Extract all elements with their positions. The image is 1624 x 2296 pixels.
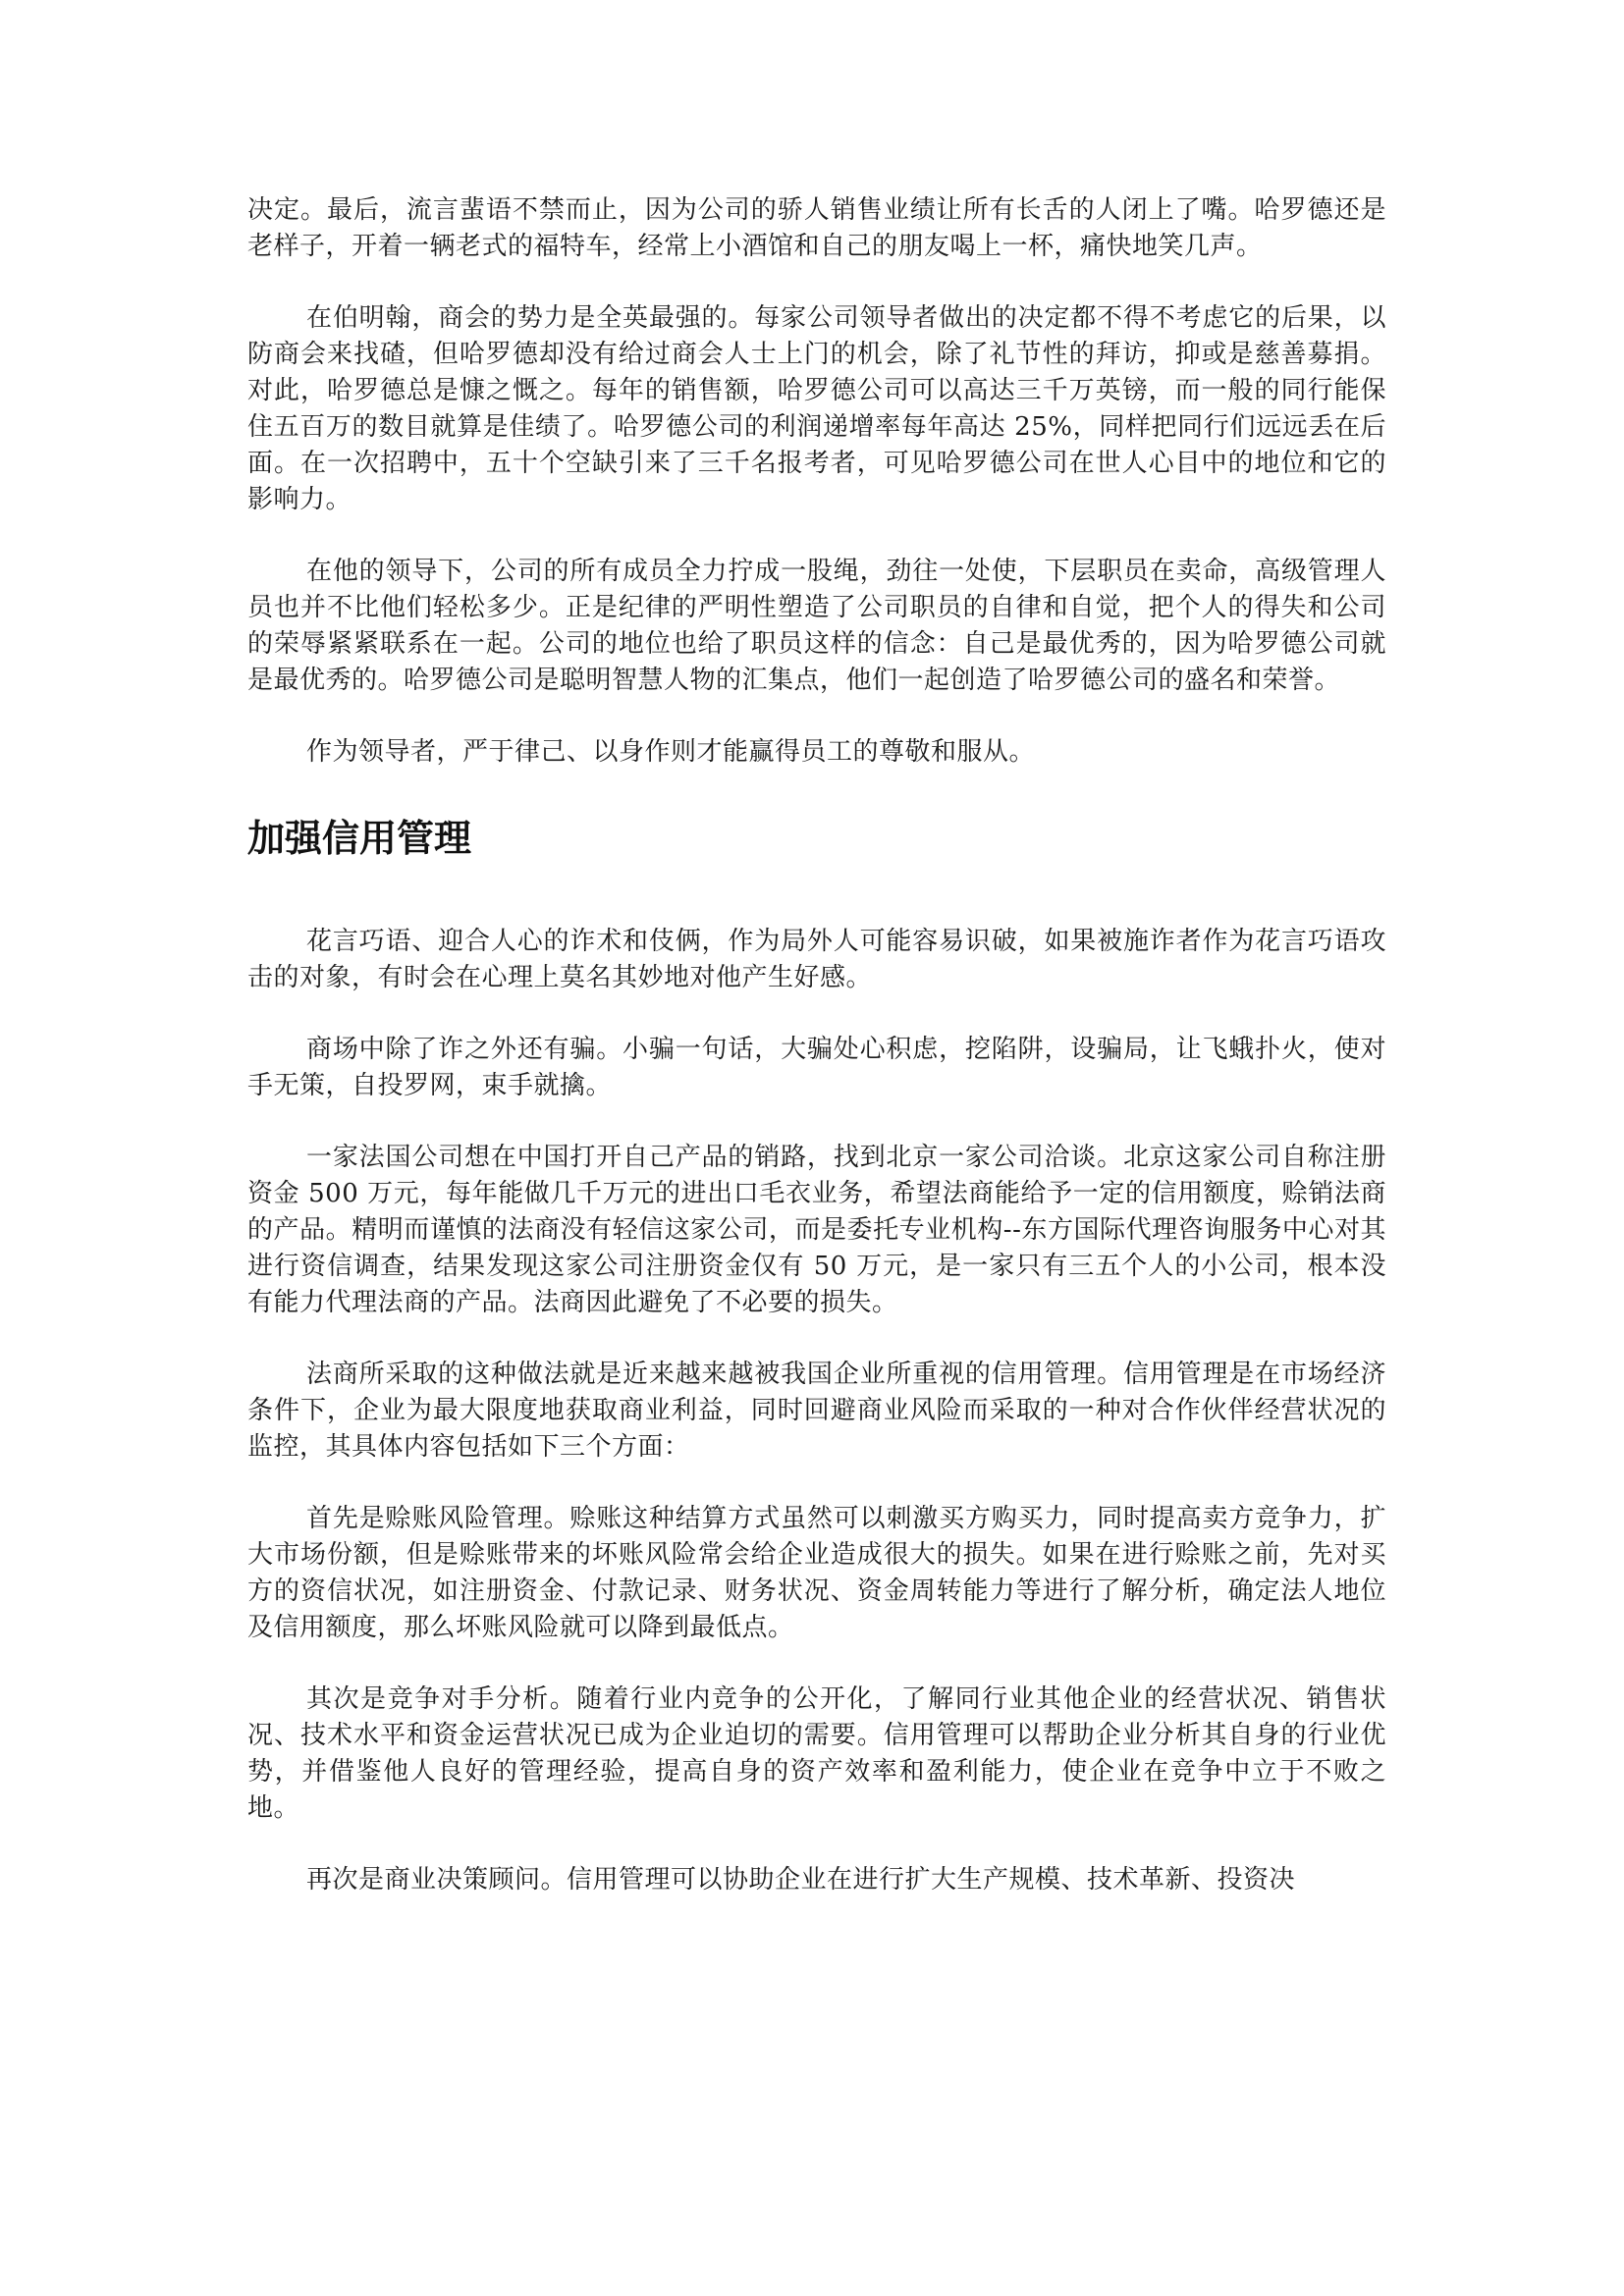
paragraph-deception: 花言巧语、迎合人心的诈术和伎俩，作为局外人可能容易识破，如果被施诈者作为花言巧语攻击的对象，有时会在心理上莫名其妙地对他产生好感。 bbox=[247, 927, 1386, 992]
paragraph-leadership: 在他的领导下，公司的所有成员全力拧成一股绳，劲往一处使，下层职员在卖命，高级管理人员也并不比他们轻松多少。正是纪律的严明性塑造了公司职员的自律和自觉，把个人的得失和公司的荣辱紧紧联系在一起。公司的地位也给了职员这样的信念：自己是最优秀的，因为哈罗德公司就是最优秀的。哈罗德公司是聪明智慧人物的汇集点，他们一起创造了哈罗德公司的盛名和荣誉。 bbox=[247, 557, 1386, 695]
document-page bbox=[247, 192, 1386, 1934]
paragraph-summary: 作为领导者，严于律己、以身作则才能赢得员工的尊敬和服从。 bbox=[306, 737, 1036, 767]
paragraph-credit-risk: 首先是赊账风险管理。赊账这种结算方式虽然可以刺激买方购买力，同时提高卖方竞争力，扩大市场份额，但是赊账带来的坏账风险常会给企业造成很大的损失。如果在进行赊账之前，先对买方的资信状况，如注册资金、付款记录、财务状况、资金周转能力等进行了解分析，确定法人地位及信用额度，那么坏账风险就可以降到最低点。 bbox=[247, 1504, 1386, 1642]
paragraph-business-decision: 再次是商业决策顾问。信用管理可以协助企业在进行扩大生产规模、技术革新、投资决 bbox=[306, 1865, 1296, 1895]
paragraph-continuation: 决定。最后，流言蜚语不禁而止，因为公司的骄人销售业绩让所有长舌的人闭上了嘴。哈罗德还是老样子，开着一辆老式的福特车，经常上小酒馆和自己的朋友喝上一杯，痛快地笑几声。 bbox=[247, 195, 1386, 261]
section-heading: 加强信用管理 bbox=[247, 817, 472, 860]
paragraph-competitor-analysis: 其次是竞争对手分析。随着行业内竞争的公开化，了解同行业其他企业的经营状况、销售状况、技术水平和资金运营状况已成为企业迫切的需要。信用管理可以帮助企业分析其自身的行业优势，并借鉴他人良好的管理经验，提高自身的资产效率和盈利能力，使企业在竞争中立于不败之地。 bbox=[247, 1684, 1386, 1823]
paragraph-credit-management: 法商所采取的这种做法就是近来越来越被我国企业所重视的信用管理。信用管理是在市场经济条件下，企业为最大限度地获取商业利益，同时回避商业风险而采取的一种对合作伙伴经营状况的监控，其具体内容包括如下三个方面： bbox=[247, 1360, 1386, 1462]
paragraph-french-company: 一家法国公司想在中国打开自己产品的销路，找到北京一家公司洽谈。北京这家公司自称注册资金 500 万元，每年能做几千万元的进出口毛衣业务，希望法商能给予一定的信用额度，赊销法商的产品。精明而谨慎的法商没有轻信这家公司，而是委托专业机构--东方国际代理咨询服务中心对其进行资信调查，结果发现这家公司注册资金仅有 50 万元，是一家只有三五个人的小公司，根本没有能力代理法商的产品。法商因此避免了不必要的损失。 bbox=[247, 1143, 1386, 1317]
paragraph-fraud: 商场中除了诈之外还有骗。小骗一句话，大骗处心积虑，挖陷阱，设骗局，让飞蛾扑火，使对手无策，自投罗网，束手就擒。 bbox=[247, 1035, 1386, 1100]
paragraph-birmingham: 在伯明翰，商会的势力是全英最强的。每家公司领导者做出的决定都不得不考虑它的后果，以防商会来找碴，但哈罗德却没有给过商会人士上门的机会，除了礼节性的拜访，抑或是慈善募捐。对此，哈罗德总是慷之慨之。每年的销售额，哈罗德公司可以高达三千万英镑，而一般的同行能保住五百万的数目就算是佳绩了。哈罗德公司的利润递增率每年高达 25%，同样把同行们远远丢在后面。在一次招聘中，五十个空缺引来了三千名报考者，可见哈罗德公司在世人心目中的地位和它的影响力。 bbox=[247, 303, 1386, 514]
